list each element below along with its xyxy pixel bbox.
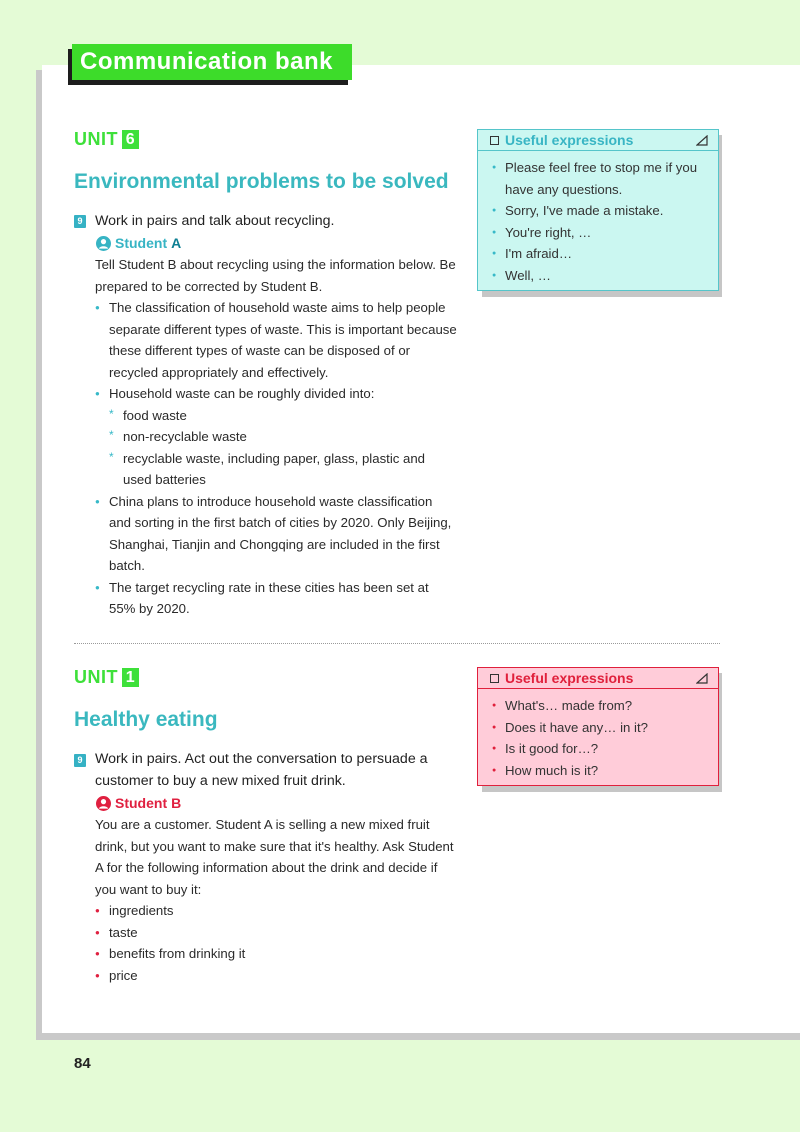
expressions-header bbox=[478, 668, 718, 689]
sub-list-item: * food waste bbox=[109, 405, 457, 427]
activity-instruction: Work in pairs. Act out the conversation to persuade a customer to buy a new mixed fruit drink. bbox=[95, 751, 428, 789]
expressions-title: Useful expressions bbox=[505, 132, 634, 148]
unit-6-heading bbox=[74, 129, 139, 150]
recycling-facts-list bbox=[95, 297, 457, 620]
unit-number-badge: 1 bbox=[122, 668, 139, 687]
list-item: ● ingredients bbox=[95, 900, 457, 922]
unit-1-heading bbox=[74, 667, 139, 688]
student-word: Student bbox=[115, 235, 168, 251]
student-b-label bbox=[96, 795, 181, 811]
student-a-label bbox=[96, 235, 181, 251]
useful-expressions-box bbox=[477, 667, 719, 786]
expression-item: ● Sorry, I've made a mistake. bbox=[492, 200, 708, 222]
info-request-list bbox=[95, 900, 457, 986]
expressions-list bbox=[478, 151, 718, 292]
list-item: ● price bbox=[95, 965, 457, 987]
activity-intro: You are a customer. Student A is selling a new mixed fruit drink, but you want to make sure that it's healthy. Ask Student A for the following information about the drink and decide if you want to buy it: bbox=[95, 817, 454, 897]
expression-item: ● I'm afraid… bbox=[492, 243, 708, 265]
person-icon bbox=[96, 236, 111, 251]
list-item: ● taste bbox=[95, 922, 457, 944]
person-icon bbox=[96, 796, 111, 811]
activity-intro: Tell Student B about recycling using the information below. Be prepared to be corrected by Student B. bbox=[95, 257, 456, 294]
useful-expressions-box bbox=[477, 129, 719, 291]
corner-triangle-icon bbox=[696, 135, 708, 146]
corner-triangle-icon bbox=[696, 673, 708, 684]
page-number: 84 bbox=[74, 1055, 91, 1072]
list-item: ● The target recycling rate in these cities has been set at 55% by 2020. bbox=[95, 577, 457, 620]
sub-list-item: * non-recyclable waste bbox=[109, 426, 457, 448]
page-banner: Communication bank bbox=[72, 44, 352, 80]
activity-instruction: Work in pairs and talk about recycling. bbox=[95, 213, 335, 229]
student-letter: B bbox=[171, 795, 182, 811]
student-letter: A bbox=[171, 235, 182, 251]
list-item-text: Household waste can be roughly divided into: bbox=[109, 386, 375, 401]
expression-item: ● Well, … bbox=[492, 265, 708, 287]
unit-word: UNIT bbox=[74, 129, 118, 149]
activity-number-icon: 9 bbox=[74, 215, 86, 228]
sub-list-item: * recyclable waste, including paper, glass, plastic and used batteries bbox=[109, 448, 457, 491]
expressions-list bbox=[478, 689, 718, 787]
expression-item: ● You're right, … bbox=[492, 222, 708, 244]
list-item: ● China plans to introduce household waste classification and sorting in the first batch of cities by 2020. Only Beijing, Shanghai, Tianjin and Chongqing are included in the first batch. bbox=[95, 491, 457, 577]
unit-word: UNIT bbox=[74, 667, 118, 687]
expression-item: ● How much is it? bbox=[492, 760, 708, 782]
list-item: ● benefits from drinking it bbox=[95, 943, 457, 965]
expression-item: ● What's… made from? bbox=[492, 695, 708, 717]
activity-number-icon: 9 bbox=[74, 754, 86, 767]
expression-item: ● Please feel free to stop me if you have any questions. bbox=[492, 157, 708, 200]
section-title: Environmental problems to be solved bbox=[74, 170, 449, 193]
checkbox-square-icon bbox=[490, 136, 499, 145]
expression-item: ● Is it good for…? bbox=[492, 738, 708, 760]
student-word: Student bbox=[115, 795, 168, 811]
list-item bbox=[95, 383, 457, 491]
section-title: Healthy eating bbox=[74, 708, 218, 731]
unit-number-badge: 6 bbox=[122, 130, 139, 149]
list-item: ● The classification of household waste aims to help people separate different types of waste. This is important because these different types of waste can be disposed of or recycled appropriately and effectively. bbox=[95, 297, 457, 383]
expression-item: ● Does it have any… in it? bbox=[492, 717, 708, 739]
section-divider bbox=[74, 643, 720, 644]
expressions-title: Useful expressions bbox=[505, 670, 634, 686]
checkbox-square-icon bbox=[490, 674, 499, 683]
expressions-header bbox=[478, 130, 718, 151]
waste-types-sublist bbox=[109, 405, 457, 491]
